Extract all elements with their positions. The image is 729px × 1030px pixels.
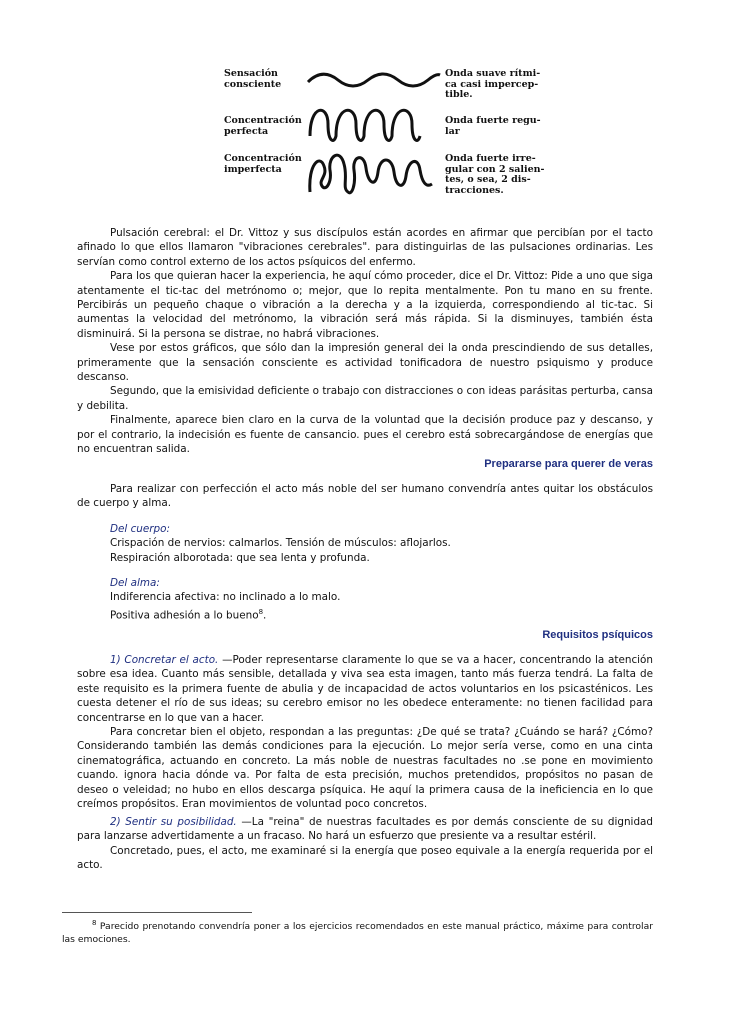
paragraph: 1) Concretar el acto. —Poder representarse claramente lo que se va a hacer, concentrando la atención sobre esa idea. Cuanto más sensible, detallada y viva sea esta imagen, tanto más fuerza tendrá. La falta de este requisito es la primera fuente de abulia y de incapacidad de actos voluntarios en los psicasténicos. Les cuesta detener el río de sus ideas; su cerebro emisor no les obedece enteramente: no tienen facilidad para concentrarse en lo que van a hacer. bbox=[77, 654, 653, 724]
wave-irregular bbox=[310, 155, 432, 193]
section-heading: Prepararse para querer de veras bbox=[484, 458, 653, 470]
paragraph: Concretado, pues, el acto, me examinaré si la energía que poseo equivale a la energía requerida por el acto. bbox=[77, 844, 653, 872]
requisitos-text bbox=[77, 653, 653, 811]
figure-label-1: Sensación consciente bbox=[224, 68, 282, 90]
figure-label-3: Concentración imperfecta bbox=[224, 153, 302, 175]
figure-desc-1: Onda suave rítmi- ca casi impercep- tible. bbox=[445, 68, 541, 100]
list-item: Positiva adhesión a lo bueno$^8$. bbox=[110, 607, 267, 622]
prep-text bbox=[77, 482, 653, 511]
paragraph: Finalmente, aparece bien claro en la curva de la voluntad que la decisión produce paz y descanso, y por el contrario, la indecisión es fuente de cansancio. pues el cerebro está sobrecargándose de energías que no encuentran salida. bbox=[77, 414, 653, 456]
brain-wave-figure bbox=[218, 64, 548, 210]
list-item: Respiración alborotada: que sea lenta y profunda. bbox=[110, 551, 370, 564]
alma-block bbox=[110, 576, 650, 623]
section-heading: Requisitos psíquicos bbox=[542, 629, 653, 641]
figure-desc-2: Onda fuerte regu- lar bbox=[445, 115, 541, 137]
paragraph: Pulsación cerebral: el Dr. Vittoz y sus discípulos están acordes en afirmar que percibían por el tacto afinado lo que ellos llamaron "vibraciones cerebrales". para distinguirlas de las pulsaciones ordinarias. Les servían como control externo de los actos psíquicos del enfermo. bbox=[77, 227, 653, 268]
list-item: Crispación de nervios: calmarlos. Tensión de músculos: aflojarlos. bbox=[110, 537, 451, 550]
wave-graphs bbox=[306, 64, 442, 210]
cuerpo-block bbox=[110, 522, 650, 565]
wave-suave bbox=[308, 74, 440, 86]
footnote-ref[interactable]: 8 bbox=[258, 607, 264, 616]
paragraph: Segundo, que la emisividad deficiente o trabajo con distracciones o con ideas parásitas perturba, cansa y debilita. bbox=[77, 385, 653, 412]
list-item: Indiferencia afectiva: no inclinado a lo malo. bbox=[110, 591, 341, 604]
figure-desc-3: Onda fuerte irre- gular con 2 salien- tes, o sea, 2 dis- tracciones. bbox=[445, 153, 545, 196]
footnote: $^8$ Parecido prenotando convendría poner a los ejercicios recomendados en este manual práctico, máxime para controlar las emociones. bbox=[62, 919, 653, 946]
figure-label-2: Concentración perfecta bbox=[224, 115, 302, 137]
paragraph: Para concretar bien el objeto, respondan a las preguntas: ¿De qué se trata? ¿Cuándo se hará? ¿Cómo? Considerando también las demás condiciones para la ejecución. Lo mejor sería verse, como en una cinta cinematográfica, actuando en concreto. La más noble de nuestras facultades no .se pone en movimiento cuando. ignora hacia dónde va. Por falta de esta precisión, muchos pretendidos, propósitos no pasan de deseo o veleidad; no hubo en ellos descarga psíquica. He aquí la primera causa de la ineficiencia en lo que creímos propósitos. Eran movimientos de voluntad poco concretos. bbox=[77, 726, 653, 811]
paragraph: Para realizar con perfección el acto más noble del ser humano convendría antes quitar los obstáculos de cuerpo y alma. bbox=[77, 483, 653, 510]
paragraph: Vese por estos gráficos, que sólo dan la impresión general dei la onda prescindiendo de sus detalles, primeramente que la sensación consciente es actividad tonificadora de nuestro psiquismo y produce descanso. bbox=[77, 342, 653, 384]
subheading: Del cuerpo: bbox=[110, 523, 170, 535]
paragraph: 2) Sentir su posibilidad. —La "reina" de nuestras facultades es por demás consciente de su dignidad para lanzarse advertidamente a un fracaso. No hará un esfuerzo que presiente va a resultar estéril. bbox=[77, 816, 654, 843]
footnote-divider bbox=[62, 912, 252, 913]
intro-text bbox=[77, 226, 653, 457]
wave-regular bbox=[310, 110, 420, 140]
requisitos-text-2 bbox=[77, 815, 653, 873]
paragraph: Para los que quieran hacer la experiencia, he aquí cómo proceder, dice el Dr. Vittoz: Pide a uno que siga atentamente el tic-tac del metrónomo o; mejor, que lo repita mentalmente. Pon tu mano en su frente. Percibirás un pequeño chaque o vibración a la derecha y a la izquierda, correspondiendo al tic-tac. Si aumentas la velocidad del metrónomo, la vibración será más rápida. Si la disminuyes, también ésta disminuirá. Si la persona se distrae, no habrá vibraciones. bbox=[77, 270, 653, 340]
subheading: Del alma: bbox=[110, 577, 160, 589]
